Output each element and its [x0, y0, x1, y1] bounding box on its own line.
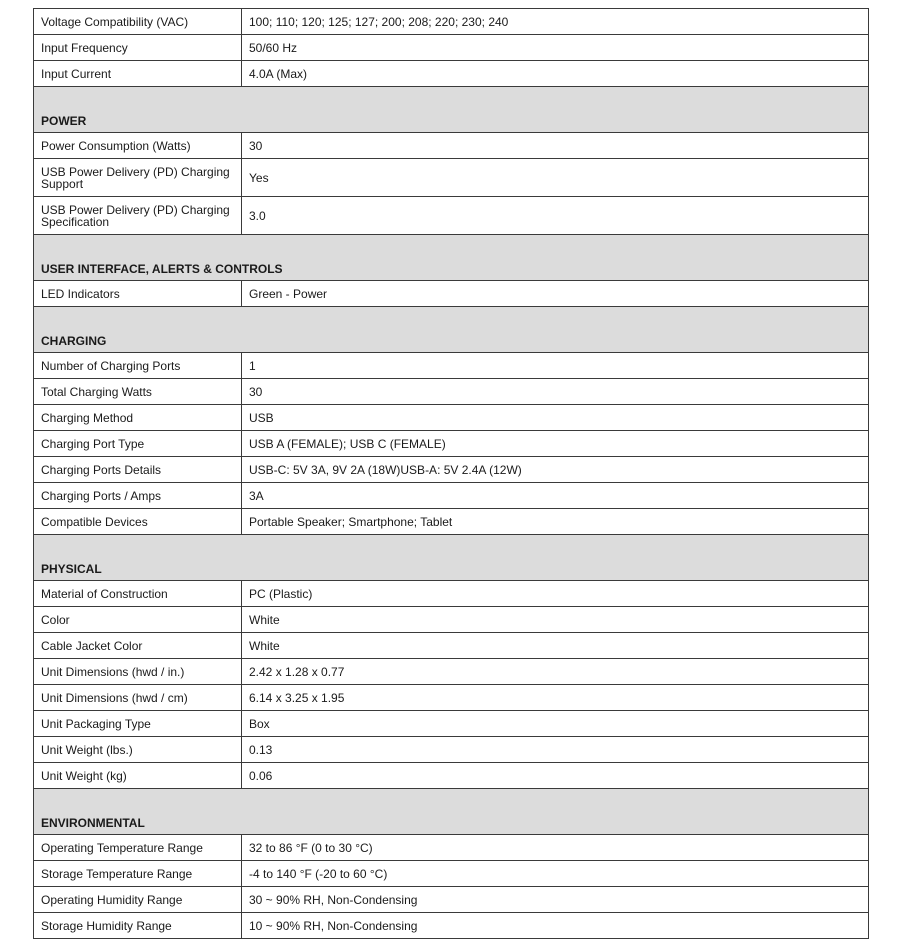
- spec-label: Unit Dimensions (hwd / in.): [34, 659, 242, 685]
- spec-value: Portable Speaker; Smartphone; Tablet: [242, 509, 869, 535]
- spec-label: Storage Humidity Range: [34, 913, 242, 939]
- table-row: [34, 659, 869, 685]
- spec-label: Charging Port Type: [34, 431, 242, 457]
- table-row: [34, 9, 869, 35]
- spec-value: 10 ~ 90% RH, Non-Condensing: [242, 913, 869, 939]
- section-header-user-interface: [34, 235, 869, 281]
- spec-table: [33, 8, 869, 939]
- table-row: [34, 61, 869, 87]
- table-row: [34, 835, 869, 861]
- spec-label: Charging Method: [34, 405, 242, 431]
- table-row: [34, 197, 869, 235]
- spec-value: Box: [242, 711, 869, 737]
- table-row: [34, 607, 869, 633]
- spec-label: Charging Ports / Amps: [34, 483, 242, 509]
- table-row: [34, 483, 869, 509]
- spec-label: Cable Jacket Color: [34, 633, 242, 659]
- table-row: [34, 35, 869, 61]
- spec-label: Storage Temperature Range: [34, 861, 242, 887]
- spec-value: 50/60 Hz: [242, 35, 869, 61]
- spec-label: Operating Temperature Range: [34, 835, 242, 861]
- spec-value: USB: [242, 405, 869, 431]
- spec-value: 6.14 x 3.25 x 1.95: [242, 685, 869, 711]
- section-title: PHYSICAL: [34, 535, 869, 581]
- table-row: [34, 159, 869, 197]
- table-row: [34, 379, 869, 405]
- spec-value: 4.0A (Max): [242, 61, 869, 87]
- table-row: [34, 887, 869, 913]
- spec-value: White: [242, 633, 869, 659]
- spec-label: Number of Charging Ports: [34, 353, 242, 379]
- spec-label: Unit Weight (kg): [34, 763, 242, 789]
- table-row: [34, 457, 869, 483]
- spec-label: Color: [34, 607, 242, 633]
- section-header-environmental: [34, 789, 869, 835]
- section-title: USER INTERFACE, ALERTS & CONTROLS: [34, 235, 869, 281]
- table-row: [34, 737, 869, 763]
- spec-value: 30: [242, 133, 869, 159]
- table-row: [34, 763, 869, 789]
- section-header-power: [34, 87, 869, 133]
- spec-label: Input Frequency: [34, 35, 242, 61]
- spec-value: -4 to 140 °F (-20 to 60 °C): [242, 861, 869, 887]
- table-row: [34, 711, 869, 737]
- spec-value: 1: [242, 353, 869, 379]
- spec-label: Operating Humidity Range: [34, 887, 242, 913]
- section-title: POWER: [34, 87, 869, 133]
- spec-value: 30 ~ 90% RH, Non-Condensing: [242, 887, 869, 913]
- table-row: [34, 581, 869, 607]
- spec-value: White: [242, 607, 869, 633]
- table-row: [34, 405, 869, 431]
- spec-label: Voltage Compatibility (VAC): [34, 9, 242, 35]
- spec-value: USB-C: 5V 3A, 9V 2A (18W)USB-A: 5V 2.4A (12W): [242, 457, 869, 483]
- spec-value: 100; 110; 120; 125; 127; 200; 208; 220; 230; 240: [242, 9, 869, 35]
- spec-label: Power Consumption (Watts): [34, 133, 242, 159]
- table-row: [34, 509, 869, 535]
- table-row: [34, 685, 869, 711]
- spec-label: Input Current: [34, 61, 242, 87]
- spec-table-body: [34, 9, 869, 939]
- spec-value: Green - Power: [242, 281, 869, 307]
- table-row: [34, 861, 869, 887]
- spec-label: USB Power Delivery (PD) Charging Support: [34, 159, 242, 197]
- table-row: [34, 353, 869, 379]
- section-title: CHARGING: [34, 307, 869, 353]
- spec-value: 32 to 86 °F (0 to 30 °C): [242, 835, 869, 861]
- spec-value: 0.13: [242, 737, 869, 763]
- spec-label: Material of Construction: [34, 581, 242, 607]
- spec-label: USB Power Delivery (PD) Charging Specification: [34, 197, 242, 235]
- spec-label: Charging Ports Details: [34, 457, 242, 483]
- table-row: [34, 133, 869, 159]
- spec-value: 2.42 x 1.28 x 0.77: [242, 659, 869, 685]
- section-header-physical: [34, 535, 869, 581]
- spec-value: 30: [242, 379, 869, 405]
- table-row: [34, 913, 869, 939]
- spec-value: 3A: [242, 483, 869, 509]
- spec-label: Compatible Devices: [34, 509, 242, 535]
- section-header-charging: [34, 307, 869, 353]
- table-row: [34, 633, 869, 659]
- table-row: [34, 281, 869, 307]
- spec-value: USB A (FEMALE); USB C (FEMALE): [242, 431, 869, 457]
- spec-label: Unit Dimensions (hwd / cm): [34, 685, 242, 711]
- section-title: ENVIRONMENTAL: [34, 789, 869, 835]
- spec-value: 0.06: [242, 763, 869, 789]
- spec-label: Unit Packaging Type: [34, 711, 242, 737]
- spec-label: LED Indicators: [34, 281, 242, 307]
- spec-value: PC (Plastic): [242, 581, 869, 607]
- spec-label: Total Charging Watts: [34, 379, 242, 405]
- spec-value: Yes: [242, 159, 869, 197]
- spec-label: Unit Weight (lbs.): [34, 737, 242, 763]
- spec-value: 3.0: [242, 197, 869, 235]
- table-row: [34, 431, 869, 457]
